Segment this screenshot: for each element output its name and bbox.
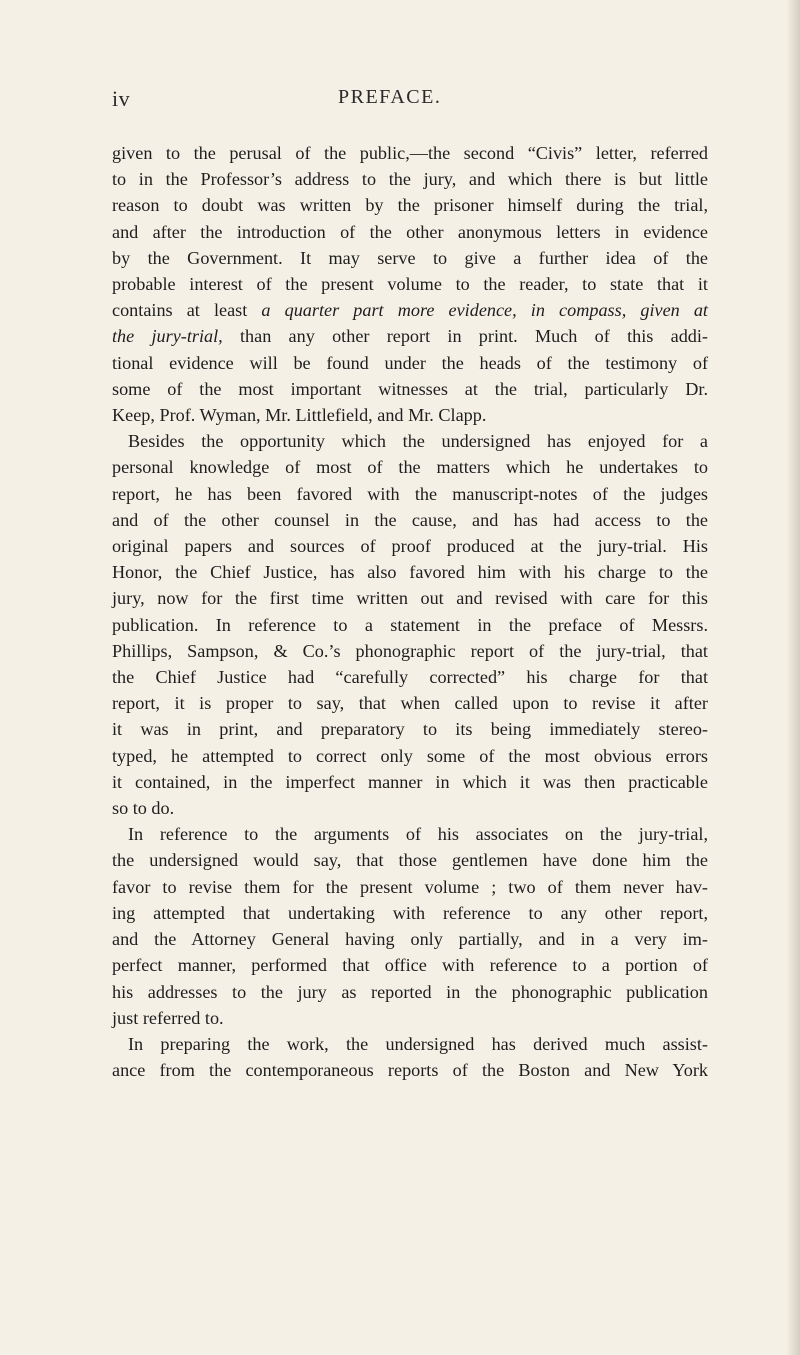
text-line: it contained, in the imperfect manner in which it was then practicable — [112, 771, 708, 792]
text-line: to in the Professor’s address to the jury, and which there is but little — [112, 169, 708, 190]
text-line: reason to doubt was written by the prisoner himself during the trial, — [112, 195, 708, 216]
text-line: personal knowledge of most of the matters which he undertakes to — [112, 457, 708, 478]
text-line: Honor, the Chief Justice, has also favored him with his charge to the — [112, 562, 708, 583]
text-line: report, he has been favored with the manuscript-notes of the judges — [112, 483, 708, 504]
page-number: iv — [112, 86, 131, 111]
text-line: given to the perusal of the public,—the second “Civis” letter, referred — [112, 143, 708, 163]
text-line: publication. In reference to a statement in the preface of Messrs. — [112, 614, 708, 635]
text-line: ing attempted that undertaking with reference to any other report, — [112, 902, 708, 923]
text-line: contains at least a quarter part more evidence, in compass, given at — [112, 300, 708, 321]
text-line: and of the other counsel in the cause, and has had access to the — [112, 509, 708, 530]
text-line: favor to revise them for the present volume ; two of them never hav- — [112, 876, 708, 897]
text-line: and after the introduction of the other anonymous letters in evidence — [112, 221, 708, 242]
text-line: and the Attorney General having only partially, and in a very im- — [112, 929, 708, 950]
running-head: PREFACE. — [338, 86, 442, 108]
text-line: Keep, Prof. Wyman, Mr. Littlefield, and Mr. Clapp. — [112, 405, 487, 426]
body-text — [112, 140, 708, 1083]
text-line: so to do. — [112, 798, 175, 819]
text-line: original papers and sources of proof produced at the jury-trial. His — [112, 536, 708, 557]
text-line: typed, he attempted to correct only some of the most obvious errors — [112, 745, 708, 766]
text-line: report, it is proper to say, that when called upon to revise it after — [112, 693, 708, 714]
text-line: jury, now for the first time written out and revised with care for this — [112, 588, 708, 609]
page-header — [112, 86, 732, 114]
text-line: ance from the contemporaneous reports of the Boston and New York — [112, 1060, 708, 1081]
text-line: just referred to. — [112, 1007, 224, 1028]
text-line: his addresses to the jury as reported in the phonographic publication — [112, 981, 708, 1002]
text-line: In preparing the work, the undersigned has derived much assist- — [128, 1033, 708, 1054]
text-line: the Chief Justice had “carefully corrected” his charge for that — [112, 667, 708, 688]
text-line: it was in print, and preparatory to its being immediately stereo- — [112, 719, 708, 740]
text-line: In reference to the arguments of his associates on the jury-trial, — [128, 824, 708, 845]
text-line: some of the most important witnesses at the trial, particularly Dr. — [112, 378, 708, 399]
text-line: the jury-trial, than any other report in print. Much of this addi- — [112, 326, 708, 347]
text-line: by the Government. It may serve to give a further idea of the — [112, 247, 708, 268]
text-line: perfect manner, performed that office with reference to a portion of — [112, 955, 708, 976]
text-line: tional evidence will be found under the heads of the testimony of — [112, 352, 708, 373]
text-line: the undersigned would say, that those gentlemen have done him the — [112, 850, 708, 871]
text-line: Besides the opportunity which the undersigned has enjoyed for a — [128, 431, 708, 452]
page-edge-shadow — [786, 0, 800, 1355]
text-line: Phillips, Sampson, & Co.’s phonographic report of the jury-trial, that — [112, 640, 708, 661]
text-line: probable interest of the present volume to the reader, to state that it — [112, 274, 708, 295]
